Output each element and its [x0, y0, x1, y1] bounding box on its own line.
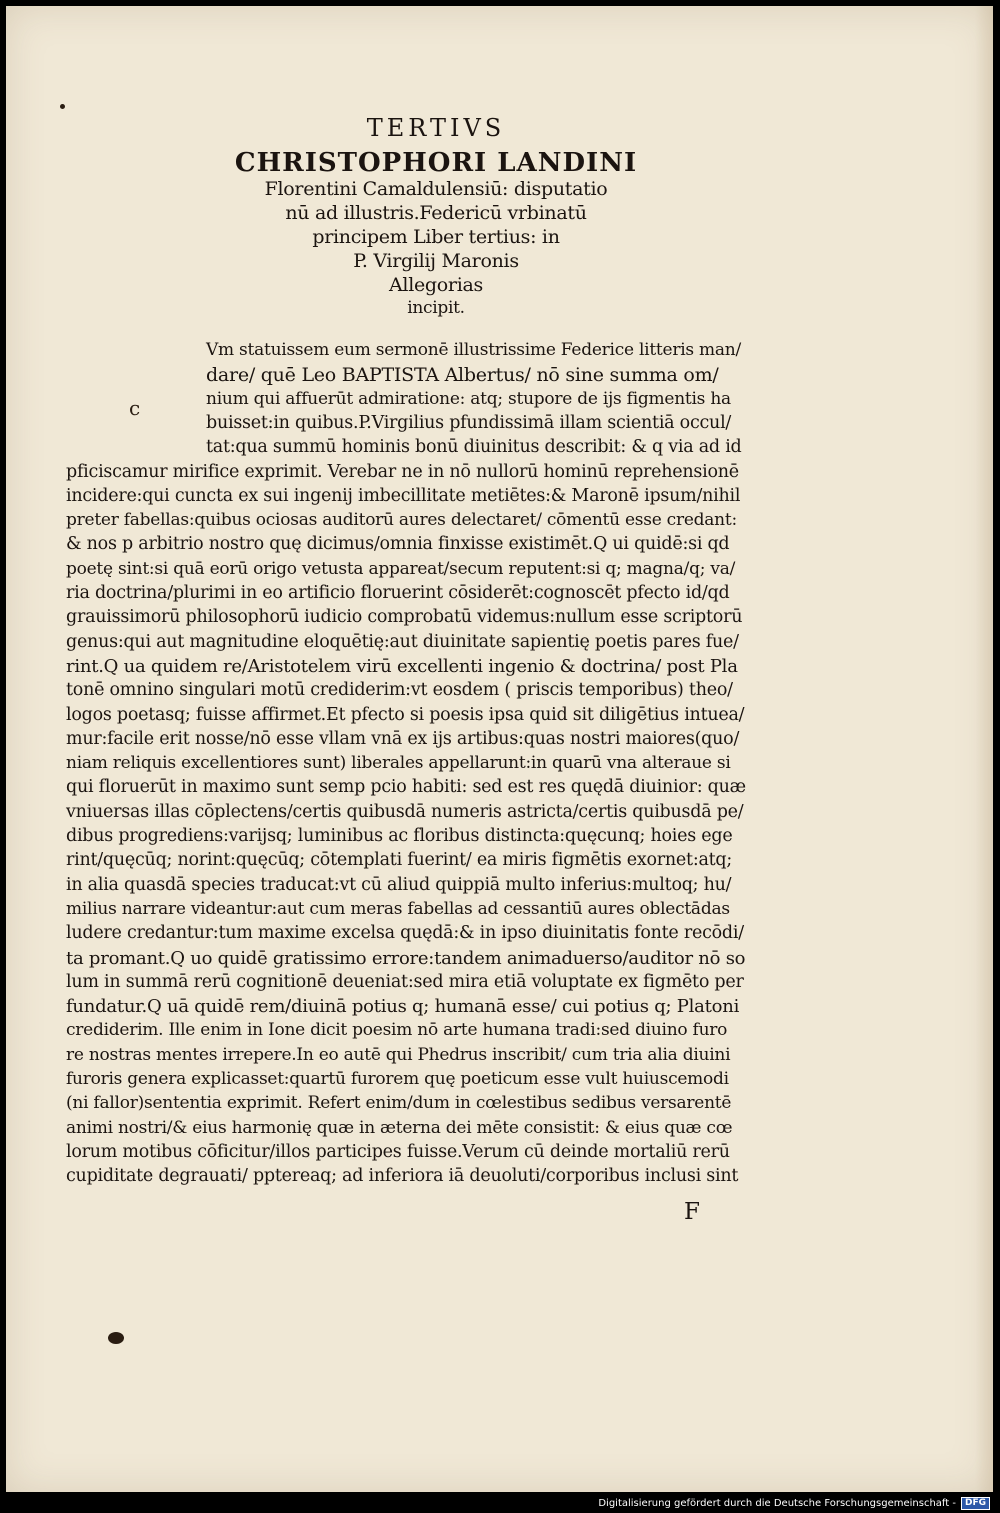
title-line: incipit.	[407, 298, 465, 318]
title-line: nū ad illustris.Federicū vrbinatū	[285, 202, 587, 224]
text-line: pficiscamur mirifice exprimit. Verebar ne in nō nullorū hominū reprehensionē	[66, 461, 739, 482]
text-line: Vm statuissem eum sermonē illustrissime Federice litteris man/	[206, 340, 741, 360]
margin-mark: c	[129, 396, 141, 420]
body-text	[66, 340, 746, 1210]
title-line: TERTIVS	[366, 114, 506, 142]
text-line: buisset:in quibus.P.Virgilius pfundissimā illam scientiā occul/	[206, 412, 732, 433]
title-line: principem Liber tertius: in	[312, 226, 560, 248]
title-line: Florentini Camaldulensiū: disputatio	[264, 178, 608, 200]
text-line: rint.Q ua quidem re/Aristotelem virū excellenti ingenio & doctrina/ post Pla	[66, 655, 738, 677]
text-line: cupiditate degrauati/ pptereaq; ad inferiora iā deuoluti/corporibus inclusi sint	[66, 1166, 739, 1187]
text-line: ria doctrina/plurimi in eo artificio floruerint cōsiderēt:cognoscēt pfecto id/qd	[66, 583, 730, 603]
book-page	[6, 6, 993, 1492]
text-line: logos poetasq; fuisse affirmet.Et pfecto si poesis ipsa quid sit diligētius intuea/	[66, 704, 745, 725]
text-line: re nostras mentes irrepere.In eo autē qui Phedrus inscribit/ cum tria alia diuini	[66, 1044, 731, 1065]
text-line: rint/quęcūq; norint:quęcūq; cōtemplati fuerint/ ea miris figmētis exornet:atq;	[66, 850, 733, 871]
text-line: ludere credantur:tum maxime excelsa quędā:& in ipso diuinitatis fonte recōdi/	[66, 923, 744, 944]
text-line: nium qui affuerūt admiratione: atq; stupore de ijs figmentis ha	[206, 388, 731, 409]
text-line: vniuersas illas cōplectens/certis quibusdā numeris astricta/certis quibusdā pe/	[66, 801, 744, 822]
text-line: dare/ quē Leo BAPTISTA Albertus/ nō sine summa om/	[206, 364, 719, 387]
text-line: lum in summā rerū cognitionē deueniat:sed mira etiā voluptate ex figmēto per	[66, 971, 744, 992]
text-line: animi nostri/& eius harmonię quæ in æterna dei mēte consistit: & eius quæ cœ	[66, 1117, 733, 1138]
text-line: poetę sint:si quā eorū origo vetusta appareat/secum reputent:si q; magna/q; va/	[66, 558, 736, 579]
dfg-logo: DFG	[961, 1497, 990, 1510]
footer-credit	[598, 1497, 990, 1510]
text-line: dibus progrediens:varijsq; luminibus ac floribus distincta:quęcunq; hoies ege	[66, 826, 733, 846]
ink-dot	[60, 104, 65, 109]
text-line: crediderim. Ille enim in Ione dicit poesim nō arte humana tradi:sed diuino furo	[66, 1020, 728, 1041]
text-line: fundatur.Q uā quidē rem/diuinā potius q; humanā esse/ cui potius q; Platoni	[66, 996, 740, 1018]
ink-blot	[108, 1332, 124, 1344]
text-line: preter fabellas:quibus ociosas auditorū aures delectaret/ cōmentū esse credant:	[66, 510, 737, 531]
footer-text: Digitalisierung gefördert durch die Deutsche Forschungsgemeinschaft -	[598, 1498, 956, 1509]
title-line: CHRISTOPHORI LANDINI	[234, 148, 638, 178]
text-line: (ni fallor)sententia exprimit. Refert enim/dum in cœlestibus sedibus versarentē	[66, 1093, 732, 1114]
title-line: Allegorias	[389, 274, 483, 296]
text-line: ta promant.Q uo quidē gratissimo errore:tandem animaduerso/auditor nō so	[66, 947, 746, 969]
text-line: lorum motibus cōficitur/illos participes fuisse.Verum cū deinde mortaliū rerū	[66, 1141, 730, 1162]
text-line: tat:qua summū hominis bonū diuinitus describit: & q via ad id	[206, 437, 742, 458]
text-line: in alia quasdā species traducat:vt cū aliud quippiā multo inferius:multoq; hu/	[66, 874, 732, 895]
signature-mark: F	[684, 1199, 700, 1225]
text-line: genus:qui aut magnitudine eloquētię:aut diuinitate sapientię poetis pares fue/	[66, 631, 739, 652]
text-line: & nos p arbitrio nostro quę dicimus/omnia finxisse existimēt.Q ui quidē:si qd	[66, 534, 730, 555]
text-line: furoris genera explicasset:quartū furorem quę poeticum esse vult huiuscemodi	[66, 1069, 729, 1089]
text-line: qui floruerūt in maximo sunt semp pcio habiti: sed est res quędā diuinior: quæ	[66, 777, 746, 798]
text-line: incidere:qui cuncta ex sui ingenij imbecillitate metiētes:& Maronē ipsum/nihil	[66, 485, 741, 506]
text-line: tonē omnino singulari motū crediderim:vt eosdem ( priscis temporibus) theo/	[66, 680, 733, 701]
title-line: P. Virgilij Maronis	[353, 250, 519, 272]
text-line: grauissimorū philosophorū iudicio comprobatū videmus:nullum esse scriptorū	[66, 607, 743, 628]
text-line: milius narrare videantur:aut cum meras fabellas ad cessantiū aures oblectādas	[66, 898, 730, 919]
text-line: mur:facile erit nosse/nō esse vllam vnā ex ijs artibus:quas nostri maiores(quo/	[66, 728, 740, 749]
text-line: niam reliquis excellentiores sunt) liberales appellarunt:in quarū vna alteraue si	[66, 753, 731, 774]
